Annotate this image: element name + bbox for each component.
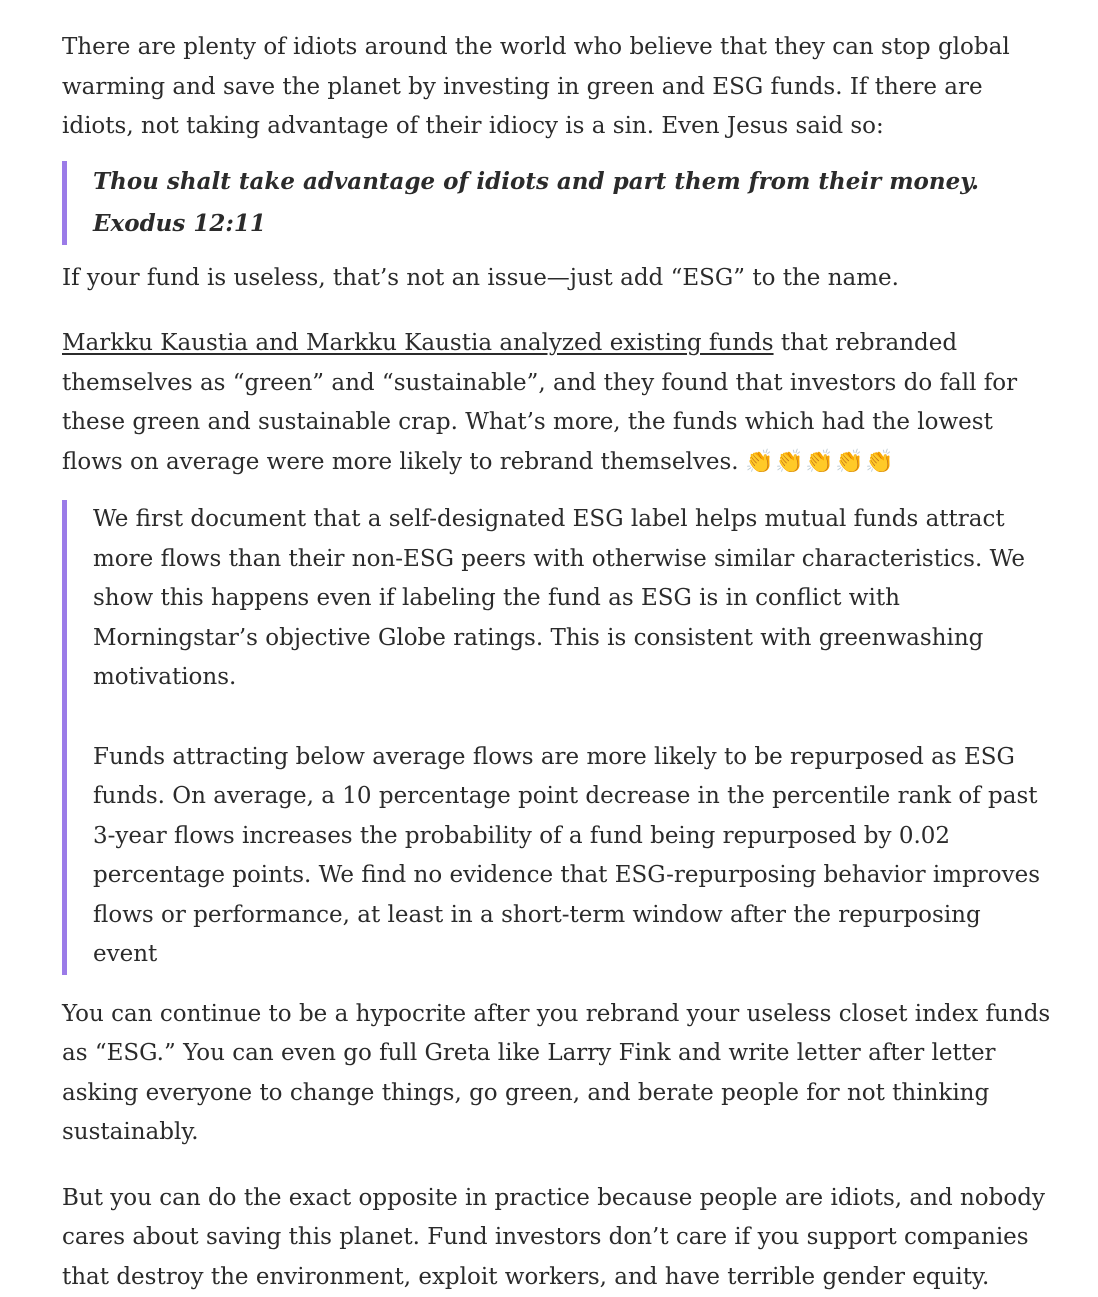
blockquote-study-abstract	[62, 500, 1052, 975]
paragraph-study	[62, 324, 1052, 482]
paragraph-intro: There are plenty of idiots around the world who believe that they can stop global warming and save the planet by investing in green and ESG funds. If there are idiots, not taking advantage of their idiocy is a sin. Even Jesus said so:	[62, 28, 1052, 147]
blockquote-exodus	[62, 161, 1052, 245]
clapping-hands-icon: 👏	[775, 443, 805, 483]
abstract-paragraph-1: We first document that a self-designated ESG label helps mutual funds attract more flows than their non-ESG peers with otherwise similar characteristics. We show this happens even if labeling the fund as ESG is in conflict with Morningstar’s objective Globe ratings. This is consistent with greenwashing motivations.	[93, 500, 1052, 698]
paragraph-opposite: But you can do the exact opposite in practice because people are idiots, and nobody cares about saving this planet. Fund investors don’t care if you support companies that destroy the environment, exploit workers, and have terrible gender equity.	[62, 1179, 1052, 1297]
abstract-paragraph-2: Funds attracting below average flows are more likely to be repurposed as ESG funds. On average, a 10 percentage point decrease in the percentile rank of past 3-year flows increases the probability of a fund being repurposed by 0.02 percentage points. We find no evidence that ESG-repurposing behavior improves flows or performance, at least in a short-term window after the repurposing event	[93, 738, 1052, 975]
clapping-hands-icon: 👏	[865, 443, 895, 483]
paragraph-esg-name: If your fund is useless, that’s not an issue—just add “ESG” to the name.	[62, 259, 1052, 299]
clapping-hands-icon: 👏	[805, 443, 835, 483]
paragraph-hypocrite: You can continue to be a hypocrite after you rebrand your useless closet index funds as “ESG.” You can even go full Greta like Larry Fink and write letter after letter asking everyone to change things, go green, and berate people for not thinking sustainably.	[62, 995, 1052, 1153]
study-text: that rebranded themselves as “green” and “sustainable”, and they found that investors do fall for these green and sustainable crap. What’s more, the funds which had the lowest flows on average were more likely to rebrand themselves.	[62, 330, 1017, 475]
study-link[interactable]: Markku Kaustia and Markku Kaustia analyzed existing funds	[62, 330, 774, 356]
quote-text: Thou shalt take advantage of idiots and part them from their money. Exodus 12:11	[93, 168, 979, 237]
article-body	[62, 28, 1052, 1297]
clapping-hands-icon: 👏	[835, 443, 865, 483]
clapping-hands-group	[745, 443, 895, 483]
clapping-hands-icon: 👏	[745, 443, 775, 483]
